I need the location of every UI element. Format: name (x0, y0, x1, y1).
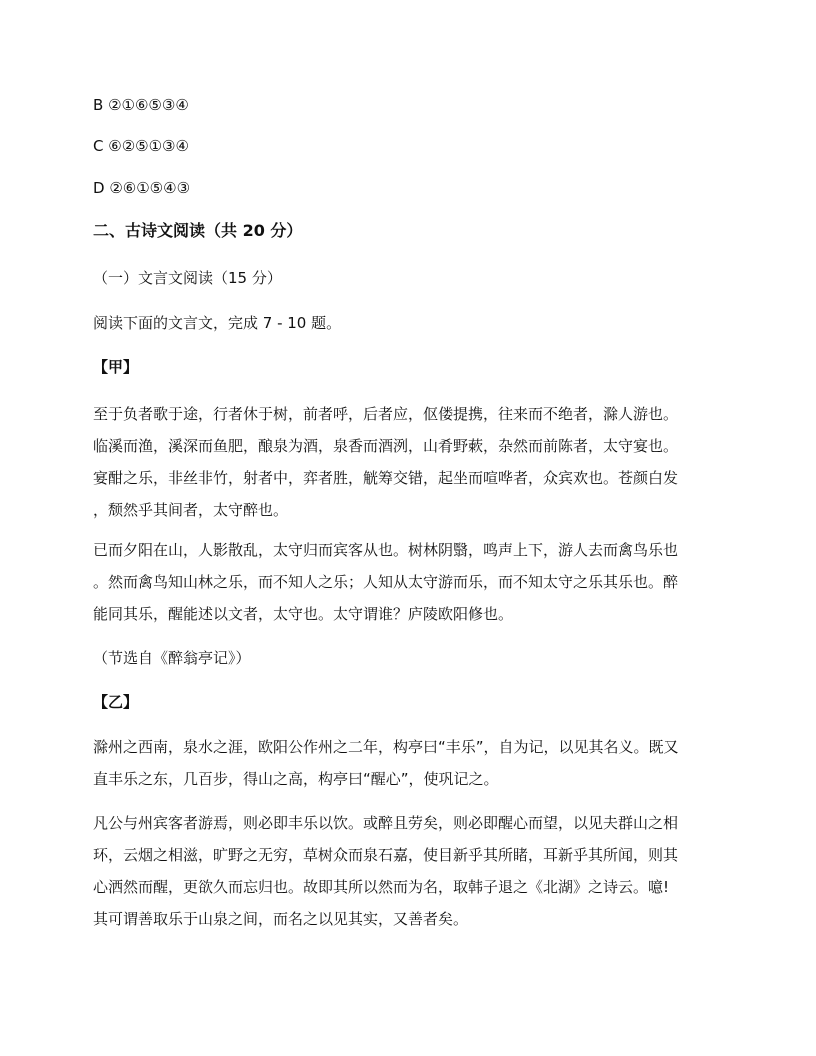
option-b (93, 95, 733, 115)
passage-jia-paragraph-2 (93, 534, 729, 630)
option-letter: C (93, 137, 104, 155)
option-letter: D (93, 179, 105, 197)
text-line: 宴酣之乐，非丝非竹，射者中，弈者胜，觥筹交错，起坐而喧哗者，众宾欢也。苍颜白发 (93, 469, 679, 487)
option-c (93, 136, 733, 156)
text-line: 。然而禽鸟知山林之乐，而不知人之乐；人知从太守游而乐，而不知太守之乐其乐也。醉 (93, 573, 679, 591)
passage-jia-source: （节选自《醉翁亭记》） (93, 649, 251, 667)
text-line: 临溪而渔，溪深而鱼肥，酿泉为酒，泉香而酒洌，山肴野蔌，杂然而前陈者，太守宴也。 (93, 437, 679, 455)
text-line: ，颓然乎其间者，太守醉也。 (93, 501, 289, 519)
option-sequence: ⑥②⑤①③④ (108, 137, 189, 155)
option-sequence: ②①⑥⑤③④ (108, 96, 189, 114)
text-line: 环，云烟之相滋，旷野之无穷，草树众而泉石嘉，使目新乎其所睹，耳新乎其所闻，则其 (93, 846, 679, 864)
passage-yi-tag: 【乙】 (93, 693, 139, 711)
option-letter: B (93, 96, 104, 114)
text-line: 其可谓善取乐于山泉之间，而名之以见其实，又善者矣。 (93, 910, 469, 928)
passage-yi-paragraph-1 (93, 731, 729, 795)
option-d (93, 178, 733, 198)
passage-yi-paragraph-2 (93, 807, 729, 935)
text-line: 已而夕阳在山，人影散乱，太守归而宾客从也。树林阴翳，鸣声上下，游人去而禽鸟乐也 (93, 541, 679, 559)
reading-instruction: 阅读下面的文言文，完成 7 - 10 题。 (93, 314, 342, 332)
section-subheading: （一）文言文阅读（15 分） (93, 269, 282, 287)
passage-jia-tag: 【甲】 (93, 358, 139, 376)
text-line: 心洒然而醒，更欲久而忘归也。故即其所以然而为名，取韩子退之《北湖》之诗云。噫! (93, 878, 670, 896)
text-line: 能同其乐，醒能述以文者，太守也。太守谓谁？庐陵欧阳修也。 (93, 605, 514, 623)
text-line: 凡公与州宾客者游焉，则必即丰乐以饮。或醉且劳矣，则必即醒心而望，以见夫群山之相 (93, 814, 679, 832)
passage-jia-paragraph-1 (93, 398, 729, 526)
text-line: 直丰乐之东，几百步，得山之高，构亭曰“醒心”，使巩记之。 (93, 770, 499, 788)
option-sequence: ②⑥①⑤④③ (109, 179, 191, 197)
text-line: 至于负者歌于途，行者休于树，前者呼，后者应，伛偻提携，往来而不绝者，滁人游也。 (93, 405, 679, 423)
text-line: 滁州之西南，泉水之涯，欧阳公作州之二年，构亭曰“丰乐”，自为记，以见其名义。既又 (93, 738, 679, 756)
section-heading: 二、古诗文阅读（共 20 分） (93, 221, 303, 240)
